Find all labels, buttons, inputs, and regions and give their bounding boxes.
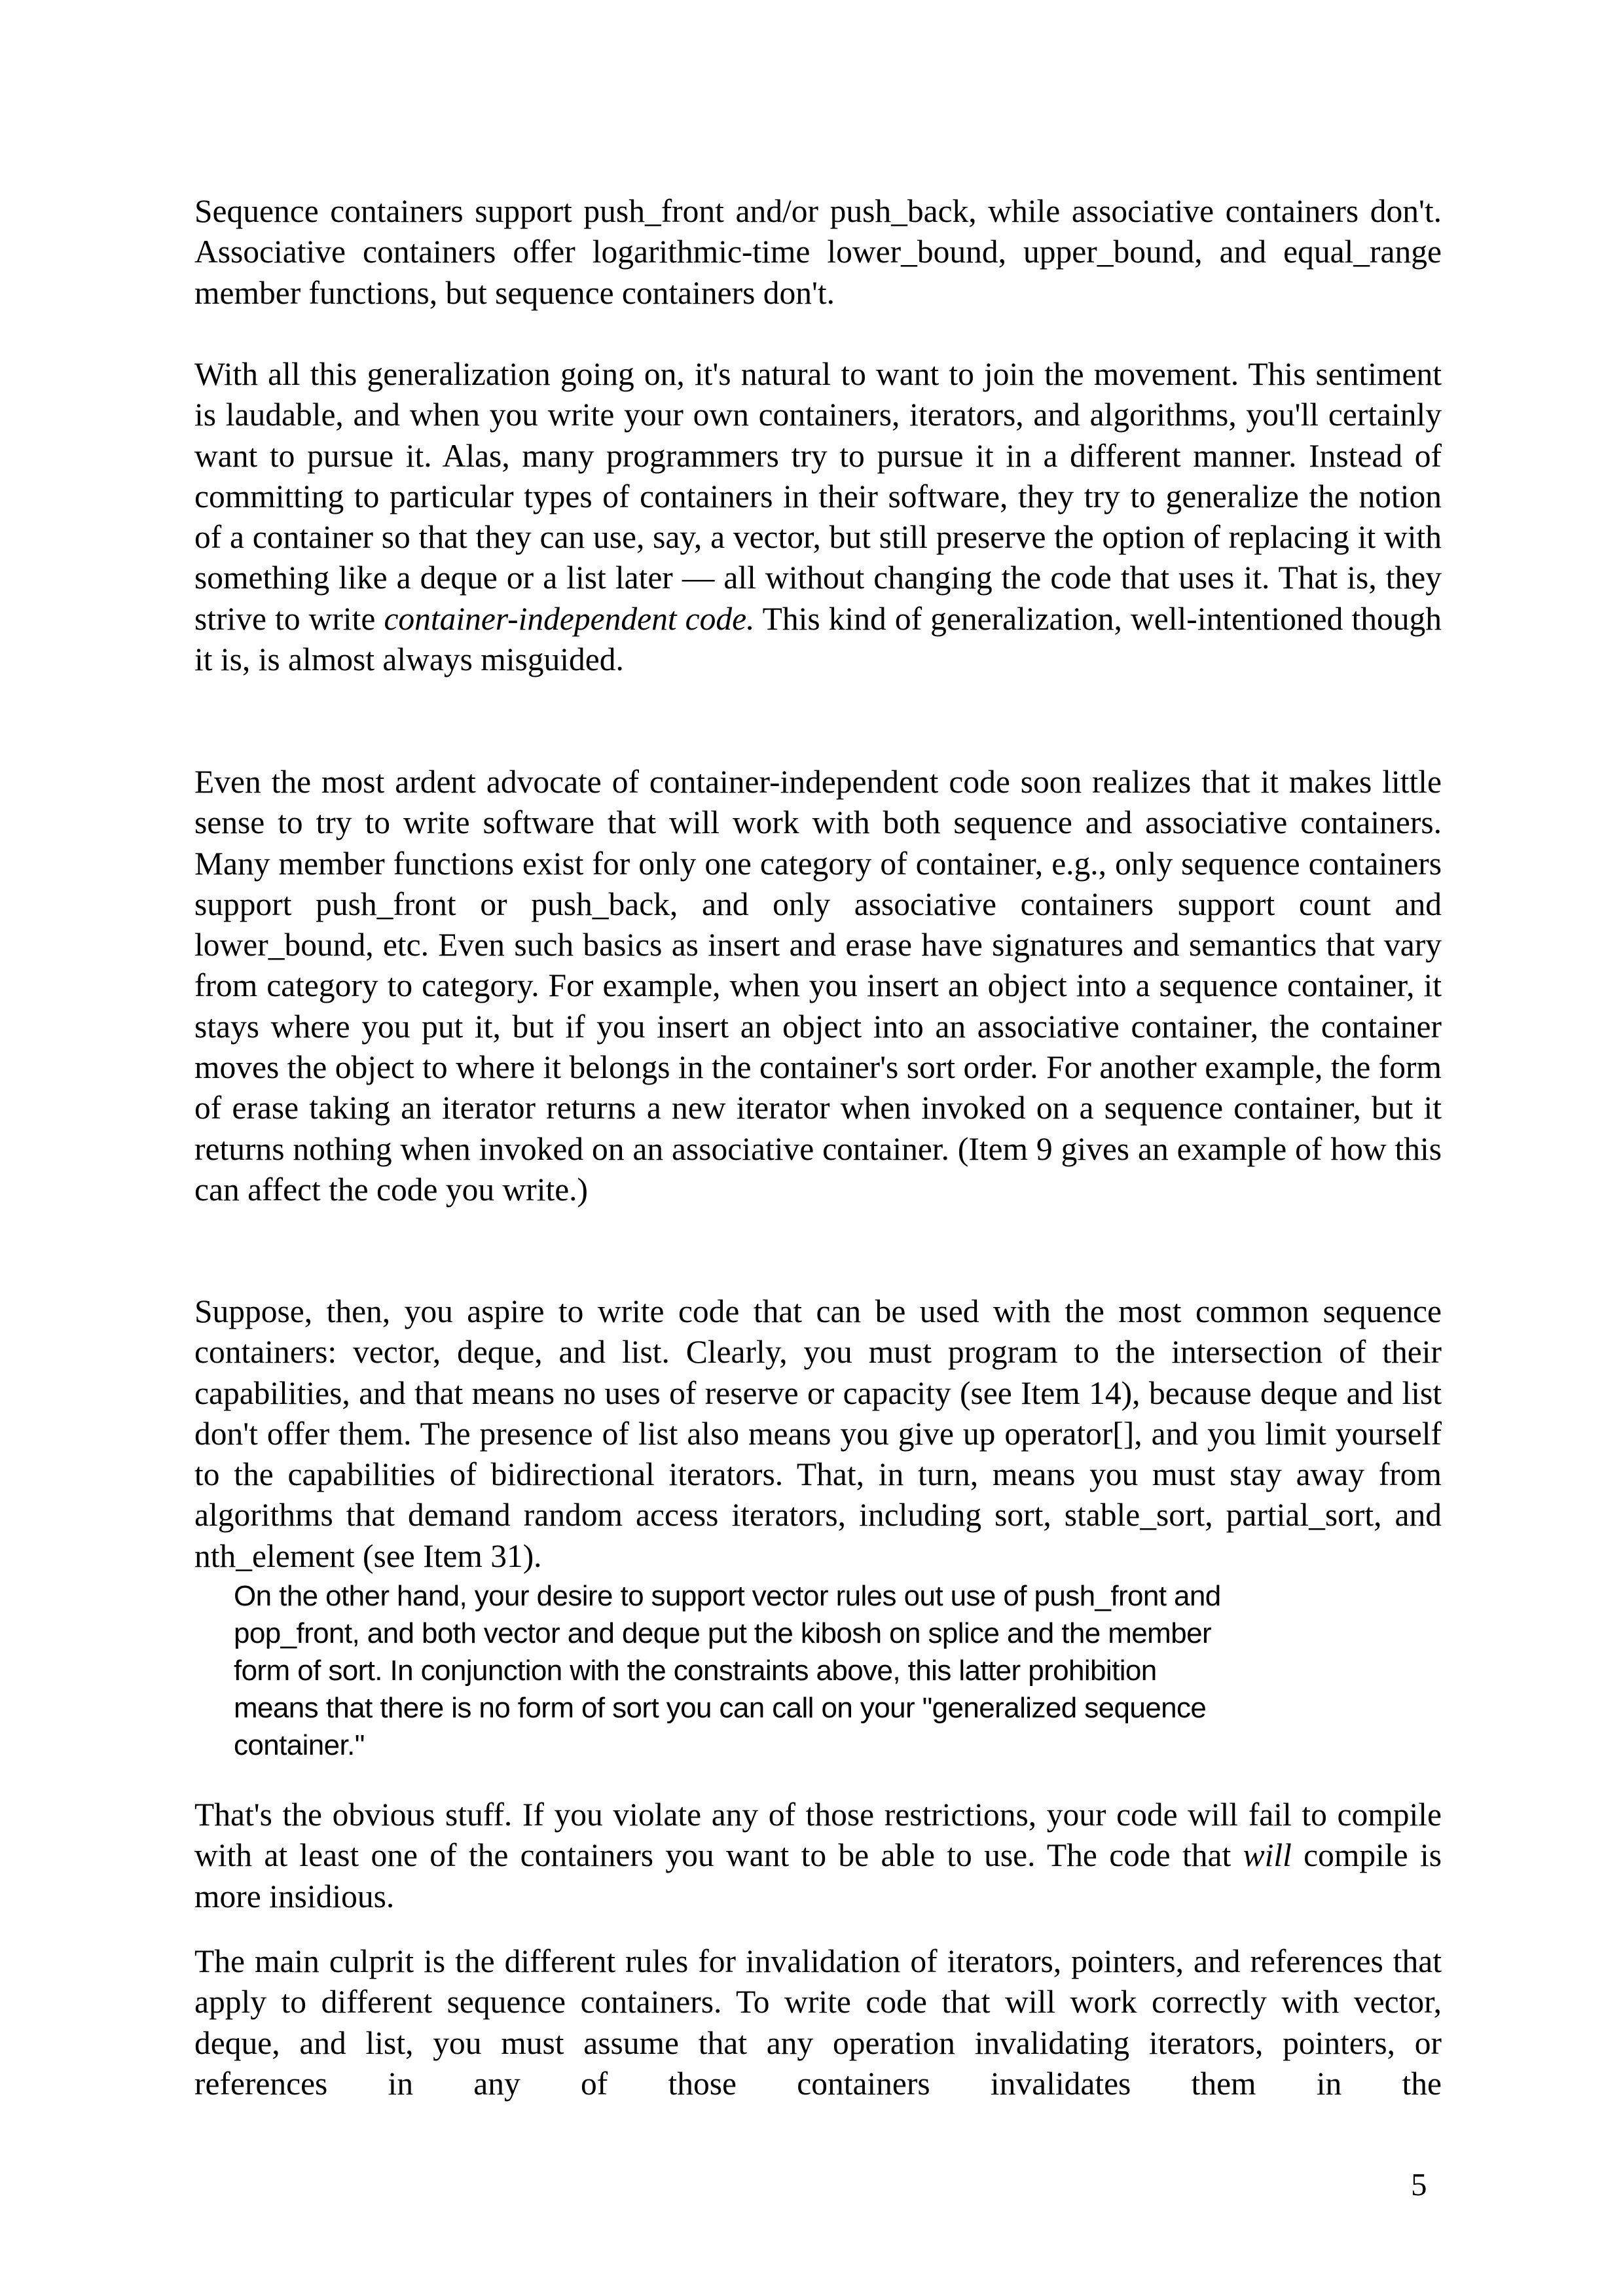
paragraph-text: That's the obvious stuff. If you violate any of those restrictions, your code will fail to compile with at least one of the containers you want to be able to use. The code that <box>194 1797 1442 1874</box>
paragraph-obvious-stuff <box>194 1795 1442 1917</box>
paragraph-associative-vs-sequence: Sequence containers support push_front and/or push_back, while associative containers don't. Associative containers offer logarithmic-time lower_bound, upper_bound, and equal_range member functions, but sequence containers don't. <box>194 193 1442 311</box>
paragraph-text: compile is more insidious. <box>194 1837 1442 1914</box>
text-line: pop_front, and both vector and deque put the kibosh on splice and the member <box>234 1617 1212 1649</box>
emphasis-container-independent-code: container-independent code. <box>384 600 755 637</box>
paragraph-ardent-advocate: Even the most ardent advocate of container-independent code soon realizes that it makes little sense to try to write software that will work with both sequence and associative containers. Many member functions exist for only one category of container, e.g., only sequence containers support push_front or push_back, and only associative containers support count and lower_bound, etc. Even such basics as insert and erase have signatures and semantics that vary from category to category. For example, when you insert an object into a sequence container, it stays where you put it, but if you insert an object into an associative container, the container moves the object to where it belongs in the container's sort order. For another example, the form of erase taking an iterator returns a new iterator when invoked on a sequence container, but it returns nothing when invoked on an associative container. (Item 9 gives an example of how this can affect the code you write.) <box>194 764 1442 1208</box>
text-line: On the other hand, your desire to support vector rules out use of push_front and <box>234 1580 1221 1612</box>
text-line: means that there is no form of sort you can call on your "generalized sequence <box>234 1692 1207 1724</box>
paragraph-main-culprit: The main culprit is the different rules for invalidation of iterators, pointers, and references that apply to different sequence containers. To write code that will work correctly with vector, deque, and list, you must assume that any operation invalidating iterators, pointers, or references in any of those containers invalidates them in the <box>194 1943 1442 2102</box>
text-line: form of sort. In conjunction with the constraints above, this latter prohibition <box>234 1655 1157 1687</box>
page-number: 5 <box>1411 2166 1427 2202</box>
paragraph-generalization <box>194 354 1442 680</box>
paragraph-text: With all this generalization going on, it's natural to want to join the movement. This sentiment is laudable, and when you write your own containers, iterators, and algorithms, you'll certainly want to pursue it. Alas, many programmers try to pursue it in a different manner. Instead of committing to particular types of containers in their software, they try to generalize the notion of a container so that they can use, say, a vector, but still preserve the option of replacing it with something like a deque or a list later — all without changing the code that uses it. That is, they strive to write <box>194 356 1442 637</box>
text-line: container." <box>234 1729 365 1761</box>
paragraph-text: This kind of generalization, well-intentioned though it is, is almost always misguided. <box>194 600 1442 678</box>
paragraph-other-hand-indented <box>234 1577 1412 1764</box>
emphasis-will: will <box>1243 1837 1292 1874</box>
paragraph-suppose-sequence-containers: Suppose, then, you aspire to write code that can be used with the most common sequence containers: vector, deque, and list. Clearly, you must program to the intersection of their capabilities, and that means no uses of reserve or capacity (see Item 14), because deque and list don't offer them. The presence of list also means you give up operator[], and you limit yourself to the capabilities of bidirectional iterators. That, in turn, means you must stay away from algorithms that demand random access iterators, including sort, stable_sort, partial_sort, and nth_element (see Item 31). <box>194 1293 1442 1574</box>
